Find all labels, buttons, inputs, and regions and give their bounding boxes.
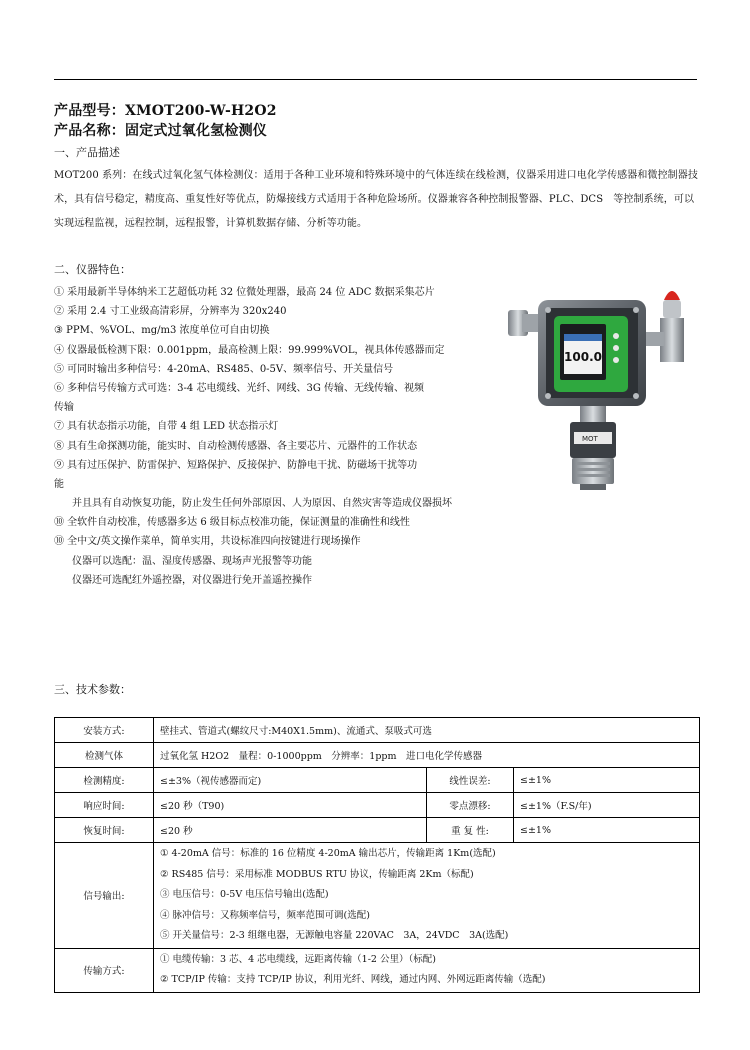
transfer-line: ② TCP/IP 传输：支持 TCP/IP 协议，利用光纤、网线，通过内网、外网远距离传输（选配) (160, 974, 546, 985)
top-rule (54, 79, 697, 80)
feature-item: ⑨ 具有过压保护、防雷保护、短路保护、反接保护、防静电干扰、防磁场干扰等功 (54, 459, 418, 471)
spec-table (54, 717, 700, 993)
section-description-title: 一、产品描述 (54, 146, 120, 159)
feature-item: ④ 仪器最低检测下限：0.001ppm，最高检测上限：99.999%VOL，视具体传感器而定 (54, 344, 445, 356)
feature-item: ③ PPM、%VOL、mg/m3 浓度单位可自由切换 (54, 325, 270, 337)
table-row (55, 818, 700, 843)
feature-item: ① 采用最新半导体纳米工艺超低功耗 32 位微处理器，最高 24 位 ADC 数据采集芯片 (54, 287, 435, 298)
feature-item: 传输 (54, 402, 74, 414)
install-value: 壁挂式、管道式(螺纹尺寸:M40X1.5mm)、流通式、泵吸式可选 (154, 718, 700, 743)
table-row (55, 743, 700, 768)
signal-line: ② RS485 信号：采用标准 MODBUS RTU 协议，传输距离 2Km（标配) (160, 868, 474, 880)
drift-value: ≤±1%（F.S/年) (514, 793, 700, 818)
signal-line: ① 4-20mA 信号：标准的 16 位精度 4-20mA 输出芯片，传输距离 1Km(选配) (160, 848, 496, 859)
product-name: 产品名称：固定式过氧化氢检测仪 (54, 123, 267, 139)
linearity-value: ≤±1% (514, 768, 700, 793)
table-row (55, 843, 700, 949)
signal-line: ④ 脉冲信号：又称频率信号，频率范围可调(选配) (160, 909, 370, 921)
transfer-values (154, 948, 700, 992)
recovery-value: ≤20 秒 (154, 818, 427, 843)
response-value: ≤20 秒（T90) (154, 793, 427, 818)
repeat-label: 重 复 性: (427, 818, 514, 843)
gas-value: 过氧化氢 H2O2 量程：0-1000ppm 分辨率：1ppm 进口电化学传感器 (154, 743, 700, 768)
signal-line: ③ 电压信号：0-5V 电压信号输出(选配) (160, 889, 329, 900)
transfer-line: ① 电缆传输：3 芯、4 芯电缆线，远距离传输（1-2 公里）（标配) (160, 953, 436, 965)
feature-item: ⑧ 具有生命探测功能，能实时、自动检测传感器、各主要芯片、元器件的工作状态 (54, 440, 418, 452)
recovery-label: 恢复时间: (55, 818, 154, 843)
table-row (55, 718, 700, 743)
device-screen-reading: 100.0 (564, 350, 602, 364)
table-row (55, 948, 700, 992)
signal-line: ⑤ 开关量信号：2-3 组继电器，无源触电容量 220VAC 3A，24VDC 3A(选配) (160, 930, 509, 941)
signal-values (154, 843, 700, 949)
feature-item: ⑦ 具有状态指示功能，自带 4 组 LED 状态指示灯 (54, 421, 279, 433)
feature-item: ⑩ 全中文/英文操作菜单，简单实用，共设标准四向按键进行现场操作 (54, 536, 361, 548)
section-features-title: 二、仪器特色： (54, 263, 131, 276)
linearity-label: 线性误差: (427, 768, 514, 793)
accuracy-value: ≤±3%（视传感器而定) (154, 768, 427, 793)
signal-label: 信号输出: (55, 843, 154, 949)
feature-item: 仪器可以选配：温、湿度传感器、现场声光报警等功能 (72, 555, 312, 567)
drift-label: 零点漂移: (427, 793, 514, 818)
feature-item: 并且具有自动恢复功能，防止发生任何外部原因、人为原因、自然灾害等造成仪器损坏 (72, 498, 452, 510)
accuracy-label: 检测精度: (55, 768, 154, 793)
install-label: 安装方式: (55, 718, 154, 743)
detector-device-image (500, 282, 702, 496)
table-row (55, 793, 700, 818)
table-row (55, 768, 700, 793)
feature-item: ⑩ 全软件自动校准，传感器多达 6 级目标点校准功能，保证测量的准确性和线性 (54, 517, 410, 529)
feature-item: ⑤ 可同时输出多种信号：4-20mA、RS485、0-5V、频率信号、开关量信号 (54, 363, 394, 375)
response-label: 响应时间: (55, 793, 154, 818)
section-tech-title: 三、技术参数： (54, 683, 131, 696)
feature-item: ⑥ 多种信号传输方式可选：3-4 芯电缆线、光纤、网线、3G 传输、无线传输、视频 (54, 382, 424, 394)
product-description: MOT200 系列：在线式过氧化氢气体检测仪：适用于各种工业环境和特殊环境中的气体连续在线检测，仪器采用进口电化学传感器和微控制器技术，具有信号稳定，精度高、重复性好等优点，防爆接线方式适用于各种危险场所。仪器兼容各种控制报警器、PLC、DCS 等控制系统，可以实现远程监视，远程控制，远程报警，计算机数据存储、分析等功能。 (54, 170, 698, 229)
feature-item: ② 采用 2.4 寸工业级高清彩屏，分辨率为 320x240 (54, 306, 287, 318)
feature-item: 能 (54, 478, 64, 490)
product-model: 产品型号：XMOT200-W-H2O2 (54, 103, 277, 119)
gas-label: 检测气体 (55, 743, 154, 768)
feature-list (54, 283, 474, 590)
repeat-value: ≤±1% (514, 818, 700, 843)
device-label-text: MOT (582, 435, 598, 443)
transfer-label: 传输方式: (55, 948, 154, 992)
feature-item: 仪器还可选配红外遥控器，对仪器进行免开盖遥控操作 (72, 574, 312, 586)
